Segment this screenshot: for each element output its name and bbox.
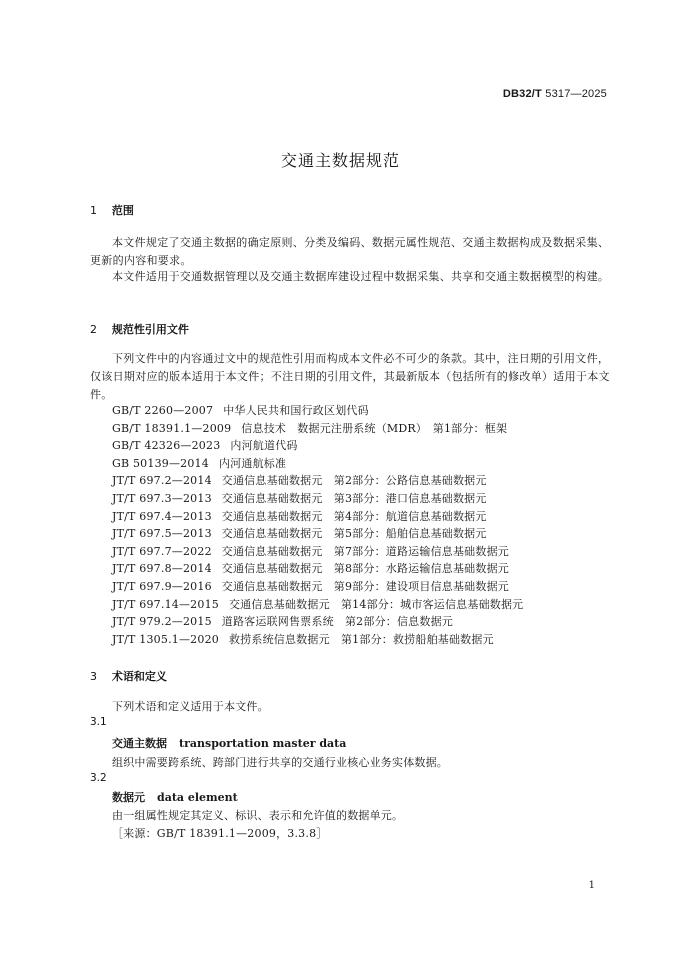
reference-name: 交通信息基础数据元 第2部分：公路信息基础数据元 <box>221 474 487 488</box>
section-1-paragraph-1: 本文件规定了交通主数据的确定原则、分类及编码、数据元属性规范、交通主数据构成及数据采集、更新的内容和要求。 <box>90 236 610 267</box>
reference-item <box>112 631 523 649</box>
term-title <box>112 789 238 805</box>
reference-item <box>112 455 523 473</box>
reference-code: JT/T 697.3—2013 <box>112 491 212 505</box>
reference-item <box>112 525 523 543</box>
reference-code: JT/T 697.7—2022 <box>112 544 212 558</box>
reference-code: JT/T 697.2—2014 <box>112 474 212 488</box>
reference-name: 交通信息基础数据元 第3部分：港口信息基础数据元 <box>221 491 487 505</box>
section-2-heading <box>90 321 189 337</box>
reference-item <box>112 596 523 614</box>
reference-name: 交通信息基础数据元 第8部分：水路运输信息基础数据元 <box>221 562 509 576</box>
reference-name: 交通信息基础数据元 第7部分：道路运输信息基础数据元 <box>221 544 509 558</box>
reference-code: GB/T 2260—2007 <box>112 404 214 417</box>
reference-name: 内河通航标准 <box>218 456 287 470</box>
section-number: 1 <box>90 204 97 217</box>
standard-code <box>503 88 607 100</box>
reference-code: GB/T 18391.1—2009 <box>112 421 232 435</box>
reference-item <box>112 560 523 578</box>
document-title: 交通主数据规范 <box>280 151 400 170</box>
reference-name: 交通信息基础数据元 第14部分：城市客运信息基础数据元 <box>228 597 524 611</box>
section-1-paragraph-2: 本文件适用于交通数据管理以及交通主数据库建设过程中数据采集、共享和交通主数据模型的构建。 <box>112 270 610 283</box>
section-1-heading <box>90 202 134 218</box>
section-3-heading <box>90 668 167 684</box>
reference-code: GB 50139—2014 <box>112 456 209 470</box>
standard-code-number: 5317—2025 <box>545 88 607 100</box>
reference-item <box>112 402 523 420</box>
section-number: 2 <box>90 323 97 336</box>
reference-code: JT/T 697.5—2013 <box>112 527 212 541</box>
reference-code: JT/T 1305.1—2020 <box>112 632 219 646</box>
term-number: 3.2 <box>90 772 107 784</box>
reference-name: 中华人民共和国行政区划代码 <box>223 404 369 417</box>
standard-code-prefix: DB32/T <box>502 88 542 100</box>
term-title <box>112 735 346 751</box>
term-chinese: 交通主数据 <box>112 737 167 750</box>
reference-name: 道路客运联网售票系统 第2部分：信息数据元 <box>221 615 453 629</box>
reference-name: 交通信息基础数据元 第4部分：航道信息基础数据元 <box>221 509 487 523</box>
reference-item <box>112 490 523 508</box>
reference-code: JT/T 697.9—2016 <box>112 579 212 593</box>
section-title: 术语和定义 <box>111 670 167 683</box>
term-chinese: 数据元 <box>112 791 145 804</box>
term-english: transportation master data <box>179 737 347 750</box>
reference-name: 救捞系统信息数据元 第1部分：救捞船舶基础数据元 <box>228 632 494 646</box>
term-source: ［来源：GB/T 18391.1—2009，3.3.8］ <box>112 827 328 840</box>
page-number: 1 <box>588 880 595 891</box>
reference-name: 内河航道代码 <box>230 439 298 453</box>
reference-item <box>112 472 523 490</box>
normative-reference-list <box>112 402 523 648</box>
reference-item <box>112 420 523 438</box>
reference-item <box>112 613 523 631</box>
reference-item <box>112 578 523 596</box>
term-number: 3.1 <box>90 716 107 728</box>
reference-name: 交通信息基础数据元 第9部分：建设项目信息基础数据元 <box>221 579 509 593</box>
reference-name: 交通信息基础数据元 第5部分：船舶信息基础数据元 <box>221 527 487 541</box>
section-number: 3 <box>90 670 97 683</box>
reference-item <box>112 508 523 526</box>
section-3-intro: 下列术语和定义适用于本文件。 <box>112 700 269 713</box>
reference-code: JT/T 697.14—2015 <box>112 597 219 611</box>
reference-item <box>112 437 523 455</box>
reference-code: JT/T 697.4—2013 <box>112 509 212 523</box>
term-definition: 由一组属性规定其定义、标识、表示和允许值的数据单元。 <box>112 809 404 822</box>
reference-item <box>112 543 523 561</box>
section-title: 范围 <box>111 204 134 217</box>
reference-name: 信息技术 数据元注册系统（MDR） 第1部分：框架 <box>241 421 508 435</box>
reference-code: JT/T 979.2—2015 <box>112 615 212 629</box>
reference-code: JT/T 697.8—2014 <box>112 562 212 576</box>
section-title: 规范性引用文件 <box>111 323 189 336</box>
term-definition: 组织中需要跨系统、跨部门进行共享的交通行业核心业务实体数据。 <box>112 756 448 769</box>
term-english: data element <box>157 791 238 804</box>
reference-code: GB/T 42326—2023 <box>112 439 221 453</box>
section-2-intro: 下列文件中的内容通过文中的规范性引用而构成本文件必不可少的条款。其中，注日期的引用文件，仅该日期对应的版本适用于本文件；不注日期的引用文件，其最新版本（包括所有的修改单）适用于本文件。 <box>90 352 610 401</box>
